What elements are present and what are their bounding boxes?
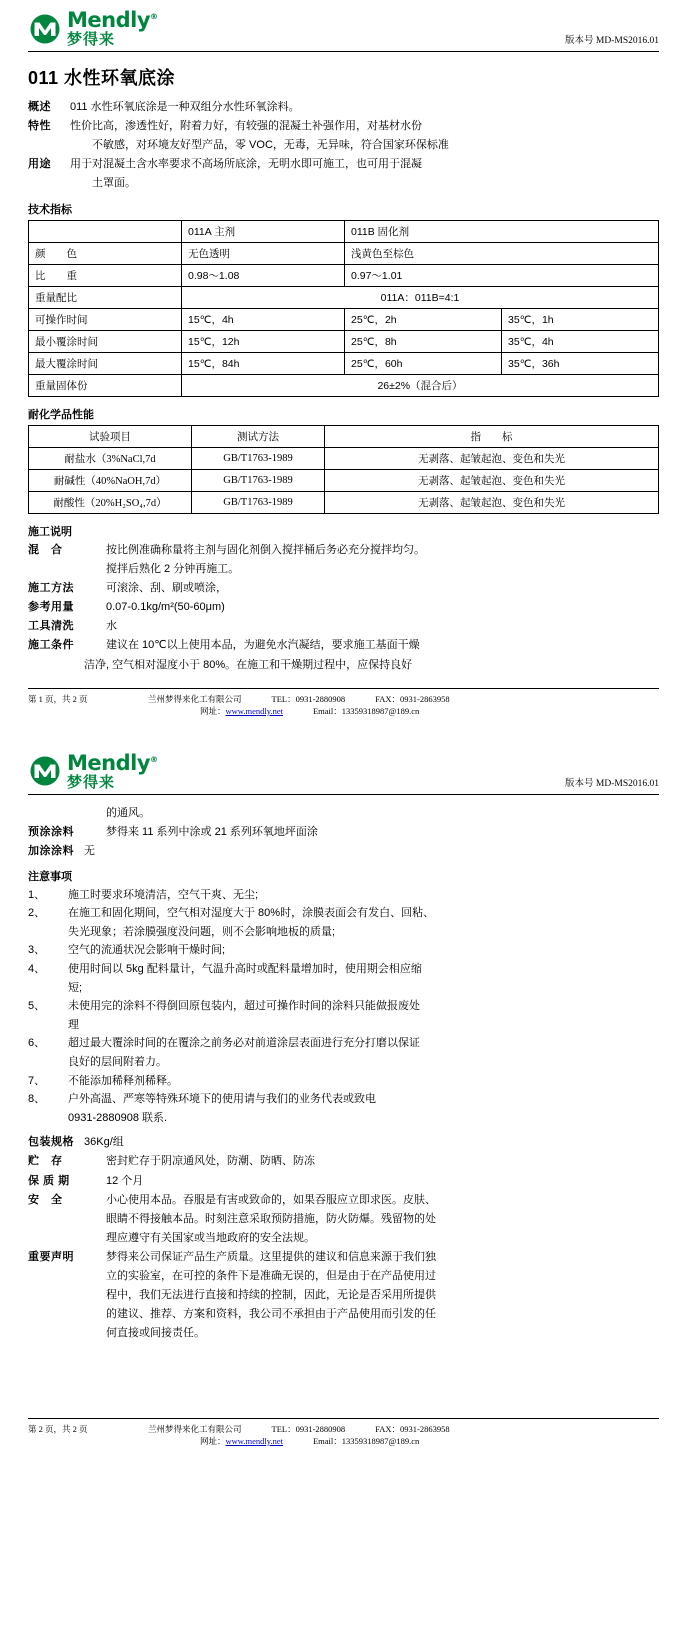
table-cell: 26±2%（混合后） (182, 375, 659, 397)
list-item-number: 4、 (28, 963, 46, 976)
footer-email-label: Email： (312, 1435, 342, 1446)
table-cell: 无剥落、起皱起泡、变色和失光 (325, 492, 659, 514)
packaging-label: 保 质 期 (28, 1174, 70, 1187)
table-cell: 25℃，60h (345, 353, 502, 375)
list-item-text: 超过最大覆涂时间的在覆涂之前务必对前道涂层表面进行充分打磨以保证 (68, 1037, 420, 1050)
intro-label (28, 175, 70, 192)
table-cell: 25℃，8h (345, 331, 502, 353)
packaging-row (28, 1211, 659, 1228)
packaging-label (28, 1325, 84, 1342)
construction-row (28, 561, 659, 578)
table-cell: 011A：011B=4:1 (182, 287, 659, 309)
packaging-label (28, 1230, 84, 1247)
packaging-text: 程中，我们无法进行直接和持续的控制，因此，无论是否采用所提供 (106, 1288, 436, 1301)
construction-text: 水 (106, 620, 117, 633)
table-cell: 35℃，4h (502, 331, 659, 353)
construction-row (28, 657, 659, 674)
packaging-label (28, 1268, 84, 1285)
list-item-text: 失光现象；若涂膜强度没问题，则不会影响地板的质量; (68, 925, 336, 938)
logo-name-en-text: Mendly (67, 8, 151, 32)
list-item-continuation (28, 980, 659, 998)
footer-email (313, 705, 419, 717)
construction-label (28, 657, 84, 674)
intro-label: 概述 (28, 101, 51, 113)
construction-row (28, 542, 659, 559)
packaging-row (28, 1230, 659, 1247)
table-cell: GB/T1763-1989 (192, 492, 325, 514)
page-footer (28, 688, 659, 717)
table-row (29, 221, 659, 243)
footer-web-label: 网址： (200, 705, 226, 716)
table-row (29, 287, 659, 309)
list-item-text: 不能添加稀释剂稀释。 (68, 1074, 178, 1087)
packaging-text: 小心使用本品。吞服是有害或致命的，如果吞服应立即求医。皮肤、 (106, 1193, 436, 1206)
packaging-text: 立的实验室，在可控的条件下是准确无误的，但是由于在产品使用过 (106, 1269, 436, 1282)
construction-row (28, 618, 659, 635)
packaging-label: 包装规格 (28, 1136, 74, 1149)
footer-email-label: Email： (312, 705, 342, 716)
packaging-text: 36Kg/组 (84, 1136, 124, 1149)
packaging-row (28, 1249, 659, 1266)
table-row (29, 243, 659, 265)
list-item-text: 短; (68, 981, 83, 994)
company-logo (28, 750, 158, 791)
table-row (29, 309, 659, 331)
footer-contact (148, 1423, 659, 1447)
footer-email (313, 1435, 419, 1447)
footer-web (200, 1435, 283, 1447)
coating-row (28, 843, 659, 860)
page-gap (0, 717, 687, 743)
coating-text: 无 (84, 844, 95, 857)
notes-section-title: 注意事项 (28, 870, 72, 883)
packaging-label: 重要声明 (28, 1250, 74, 1263)
construction-label: 工具清洗 (28, 620, 74, 633)
list-item-number (28, 924, 68, 942)
coating-label: 加涂涂料 (28, 844, 74, 857)
page-header (28, 0, 659, 52)
list-item-number: 2、 (28, 907, 46, 920)
packaging-label (28, 1306, 84, 1323)
table-cell (29, 221, 182, 243)
construction-label: 参考用量 (28, 601, 74, 614)
list-item-text: 在施工和固化期间，空气相对湿度大于 80%时，涂膜表面会有发白、回粘、 (68, 907, 435, 920)
footer-fax: FAX：0931-2863958 (375, 693, 450, 704)
table-cell: 35℃，1h (502, 309, 659, 331)
list-item-text: 施工时要求环境清洁，空气干爽、无尘; (68, 888, 259, 901)
tech-section-title: 技术指标 (28, 204, 72, 217)
table-header-cell: 测试方法 (192, 426, 325, 448)
list-item-continuation (28, 1017, 659, 1035)
footer-tel: TEL：0931-2880908 (271, 1423, 346, 1434)
construction-row (28, 580, 659, 597)
construction-label: 混 合 (28, 544, 63, 557)
packaging-row (28, 1153, 659, 1170)
construction-text: 按比例准确称量将主剂与固化剂倒入搅拌桶后务必充分搅拌均匀。 (106, 544, 425, 557)
table-cell: 耐盐水（3%NaCl,7d (29, 448, 192, 470)
document-page-1 (0, 0, 687, 717)
table-header-row (29, 426, 659, 448)
list-item-number: 3、 (28, 944, 46, 957)
footer-web-link[interactable]: www.mendly.net (225, 1435, 283, 1446)
table-cell: GB/T1763-1989 (192, 448, 325, 470)
list-item (28, 887, 659, 905)
list-item-number: 1、 (28, 888, 46, 901)
spacer (28, 1344, 659, 1404)
footer-email-value: 13359318987@189.cn (341, 705, 420, 716)
table-cell: 浅黄色至棕色 (345, 243, 659, 265)
page-header (28, 743, 659, 795)
packaging-label (28, 1287, 84, 1304)
construction-row (28, 805, 659, 822)
footer-web-link[interactable]: www.mendly.net (225, 705, 283, 716)
table-cell: 可操作时间 (29, 309, 182, 331)
company-logo (28, 10, 158, 47)
packaging-row (28, 1287, 659, 1304)
packaging-label (28, 1211, 84, 1228)
table-row (29, 470, 659, 492)
list-item-text: 未使用完的涂料不得倒回原包装内，超过可操作时间的涂料只能做报废处 (68, 1000, 420, 1013)
packaging-text: 12 个月 (106, 1174, 144, 1187)
registered-mark: ® (150, 754, 158, 764)
list-item-number: 5、 (28, 1000, 46, 1013)
construction-text: 搅拌后熟化 2 分钟再施工。 (106, 563, 240, 576)
table-cell: 35℃，36h (502, 353, 659, 375)
table-row (29, 331, 659, 353)
version-label: 版本号 MD-MS2016.01 (565, 778, 659, 789)
list-item-text: 良好的层间附着力。 (68, 1056, 167, 1069)
table-cell: 最大覆涂时间 (29, 353, 182, 375)
table-cell: 无色透明 (182, 243, 345, 265)
intro-row (28, 156, 659, 173)
packaging-row (28, 1134, 659, 1151)
registered-mark: ® (150, 12, 158, 21)
logo-text (67, 750, 158, 791)
table-cell: 15℃，12h (182, 331, 345, 353)
intro-text: 土罩面。 (92, 177, 136, 190)
table-row (29, 265, 659, 287)
table-cell: 颜 色 (29, 243, 182, 265)
construction-row (28, 637, 659, 654)
table-cell: 011B 固化剂 (345, 221, 659, 243)
footer-web-label: 网址： (200, 1435, 226, 1446)
footer-company: 兰州梦得来化工有限公司 (148, 1423, 242, 1434)
list-item-number: 7、 (28, 1074, 46, 1087)
list-item (28, 961, 659, 979)
table-row (29, 353, 659, 375)
list-item-text: 理 (68, 1018, 79, 1031)
list-item (28, 1035, 659, 1053)
coating-row (28, 824, 659, 841)
chem-section-title: 耐化学品性能 (28, 409, 94, 422)
construction-label (28, 805, 84, 822)
list-item (28, 1091, 659, 1109)
table-cell: GB/T1763-1989 (192, 470, 325, 492)
table-row (29, 375, 659, 397)
footer-tel: TEL：0931-2880908 (271, 693, 346, 704)
table-cell: 比 重 (29, 265, 182, 287)
table-cell: 25℃，2h (345, 309, 502, 331)
page-number: 第 1 页，共 2 页 (28, 693, 88, 704)
packaging-text: 理应遵守有关国家或当地政府的安全法规。 (106, 1231, 315, 1244)
construction-text: 的通风。 (106, 806, 150, 819)
logo-name-en-text: Mendly (67, 750, 151, 775)
packaging-text: 眼睛不得接触本品。时刻注意采取预防措施，防火防爆。残留物的处 (106, 1212, 436, 1225)
document-page-2 (0, 743, 687, 1447)
logo-mark-icon (28, 14, 62, 44)
packaging-row (28, 1173, 659, 1190)
table-cell: 重量配比 (29, 287, 182, 309)
list-item-text: 使用时间以 5kg 配料量计，气温升高时或配料量增加时，使用期会相应缩 (68, 963, 422, 976)
page-title: 011 水性环氧底涂 (28, 68, 176, 88)
construction-text: 0.07-0.1kg/m²(50-60μm) (106, 601, 225, 614)
logo-name-en (67, 10, 158, 31)
list-item-number: 8、 (28, 1093, 46, 1106)
table-cell: 无剥落、起皱起泡、变色和失光 (325, 470, 659, 492)
packaging-label: 贮 存 (28, 1155, 63, 1168)
table-cell: 耐碱性（40%NaOH,7d） (29, 470, 192, 492)
construction-label (28, 561, 84, 578)
table-row (29, 448, 659, 470)
version-label: 版本号 MD-MS2016.01 (565, 36, 659, 46)
intro-text: 不敏感，对环境友好型产品，零 VOC，无毒，无异味，符合国家环保标准 (92, 139, 449, 152)
packaging-row (28, 1306, 659, 1323)
intro-text: 011 水性环氧底涂是一种双组分水性环氧涂料。 (70, 101, 300, 113)
chemical-resistance-table (28, 425, 659, 514)
list-item-text: 0931-2880908 联系. (68, 1111, 168, 1124)
table-cell: 15℃，84h (182, 353, 345, 375)
packaging-text: 密封贮存于阴凉通风处，防潮、防晒、防冻 (106, 1155, 315, 1168)
list-item-continuation (28, 1110, 659, 1128)
intro-row (28, 99, 659, 116)
packaging-text: 何直接或间接责任。 (106, 1326, 205, 1339)
construction-text: 可滚涂、刮、刷或喷涂， (106, 582, 227, 595)
table-cell: 0.98～1.08 (182, 265, 345, 287)
intro-text: 用于对混凝土含水率要求不高场所底涂，无明水即可施工，也可用于混凝 (70, 158, 422, 171)
packaging-row (28, 1268, 659, 1285)
construction-text: 洁净, 空气相对湿度小于 80%。在施工和干燥期过程中，应保持良好 (84, 658, 413, 671)
packaging-row (28, 1325, 659, 1342)
intro-row (28, 175, 659, 192)
list-item (28, 942, 659, 960)
table-cell: 15℃，4h (182, 309, 345, 331)
intro-label: 用途 (28, 158, 51, 171)
footer-fax: FAX：0931-2863958 (375, 1423, 450, 1434)
list-item-continuation (28, 924, 659, 942)
list-item (28, 998, 659, 1016)
footer-email-value: 13359318987@189.cn (341, 1435, 420, 1446)
list-item-number (28, 1054, 68, 1072)
footer-company: 兰州梦得来化工有限公司 (148, 693, 242, 704)
intro-row (28, 118, 659, 135)
packaging-text: 的建议、推荐、方案和资料，我公司不承担由于产品使用而引发的任 (106, 1307, 436, 1320)
list-item-number (28, 1110, 68, 1128)
table-header-cell: 指 标 (325, 426, 659, 448)
intro-row (28, 137, 659, 154)
table-row (29, 492, 659, 514)
coating-label: 预涂涂料 (28, 825, 74, 838)
intro-label: 特性 (28, 120, 51, 133)
intro-label (28, 137, 70, 154)
page-number: 第 2 页，共 2 页 (28, 1423, 88, 1434)
packaging-label: 安 全 (28, 1193, 63, 1206)
table-cell: 0.97～1.01 (345, 265, 659, 287)
construction-label: 施工条件 (28, 639, 74, 652)
construction-row (28, 599, 659, 616)
list-item-text: 户外高温、严寒等特殊环境下的使用请与我们的业务代表或致电 (68, 1093, 376, 1106)
table-cell: 011A 主剂 (182, 221, 345, 243)
logo-mark-icon (28, 756, 62, 786)
table-cell: 重量固体份 (29, 375, 182, 397)
list-item-continuation (28, 1054, 659, 1072)
tech-table (28, 220, 659, 397)
notes-list (28, 887, 659, 1128)
table-cell: 最小覆涂时间 (29, 331, 182, 353)
logo-text (67, 10, 158, 47)
construction-text: 建议在 10℃以上使用本品，为避免水汽凝结，要求施工基面干燥 (106, 639, 420, 652)
list-item (28, 1073, 659, 1091)
coating-text: 梦得来 11 系列中涂或 21 系列环氧地坪面涂 (106, 825, 318, 838)
list-item-number (28, 980, 68, 998)
list-item-text: 空气的流通状况会影响干燥时间; (68, 944, 226, 957)
logo-name-en (67, 750, 158, 775)
table-cell: 耐酸性（20%H₂SO₄,7d） (29, 492, 192, 514)
footer-web (200, 705, 283, 717)
table-cell: 无剥落、起皱起泡、变色和失光 (325, 448, 659, 470)
construction-label: 施工方法 (28, 582, 74, 595)
logo-name-cn: 梦得来 (67, 773, 116, 791)
packaging-row (28, 1192, 659, 1209)
logo-name-cn: 梦得来 (67, 31, 116, 48)
footer-contact (148, 693, 659, 717)
table-header-cell: 试验项目 (29, 426, 192, 448)
packaging-text: 梦得来公司保证产品生产质量。这里提供的建议和信息来源于我们独 (106, 1250, 436, 1263)
list-item-number (28, 1017, 68, 1035)
page-footer (28, 1418, 659, 1447)
intro-text: 性价比高，渗透性好，附着力好，有较强的混凝土补强作用，对基材水份 (70, 120, 422, 133)
list-item (28, 905, 659, 923)
list-item-number: 6、 (28, 1037, 46, 1050)
construction-section-title: 施工说明 (28, 526, 72, 539)
